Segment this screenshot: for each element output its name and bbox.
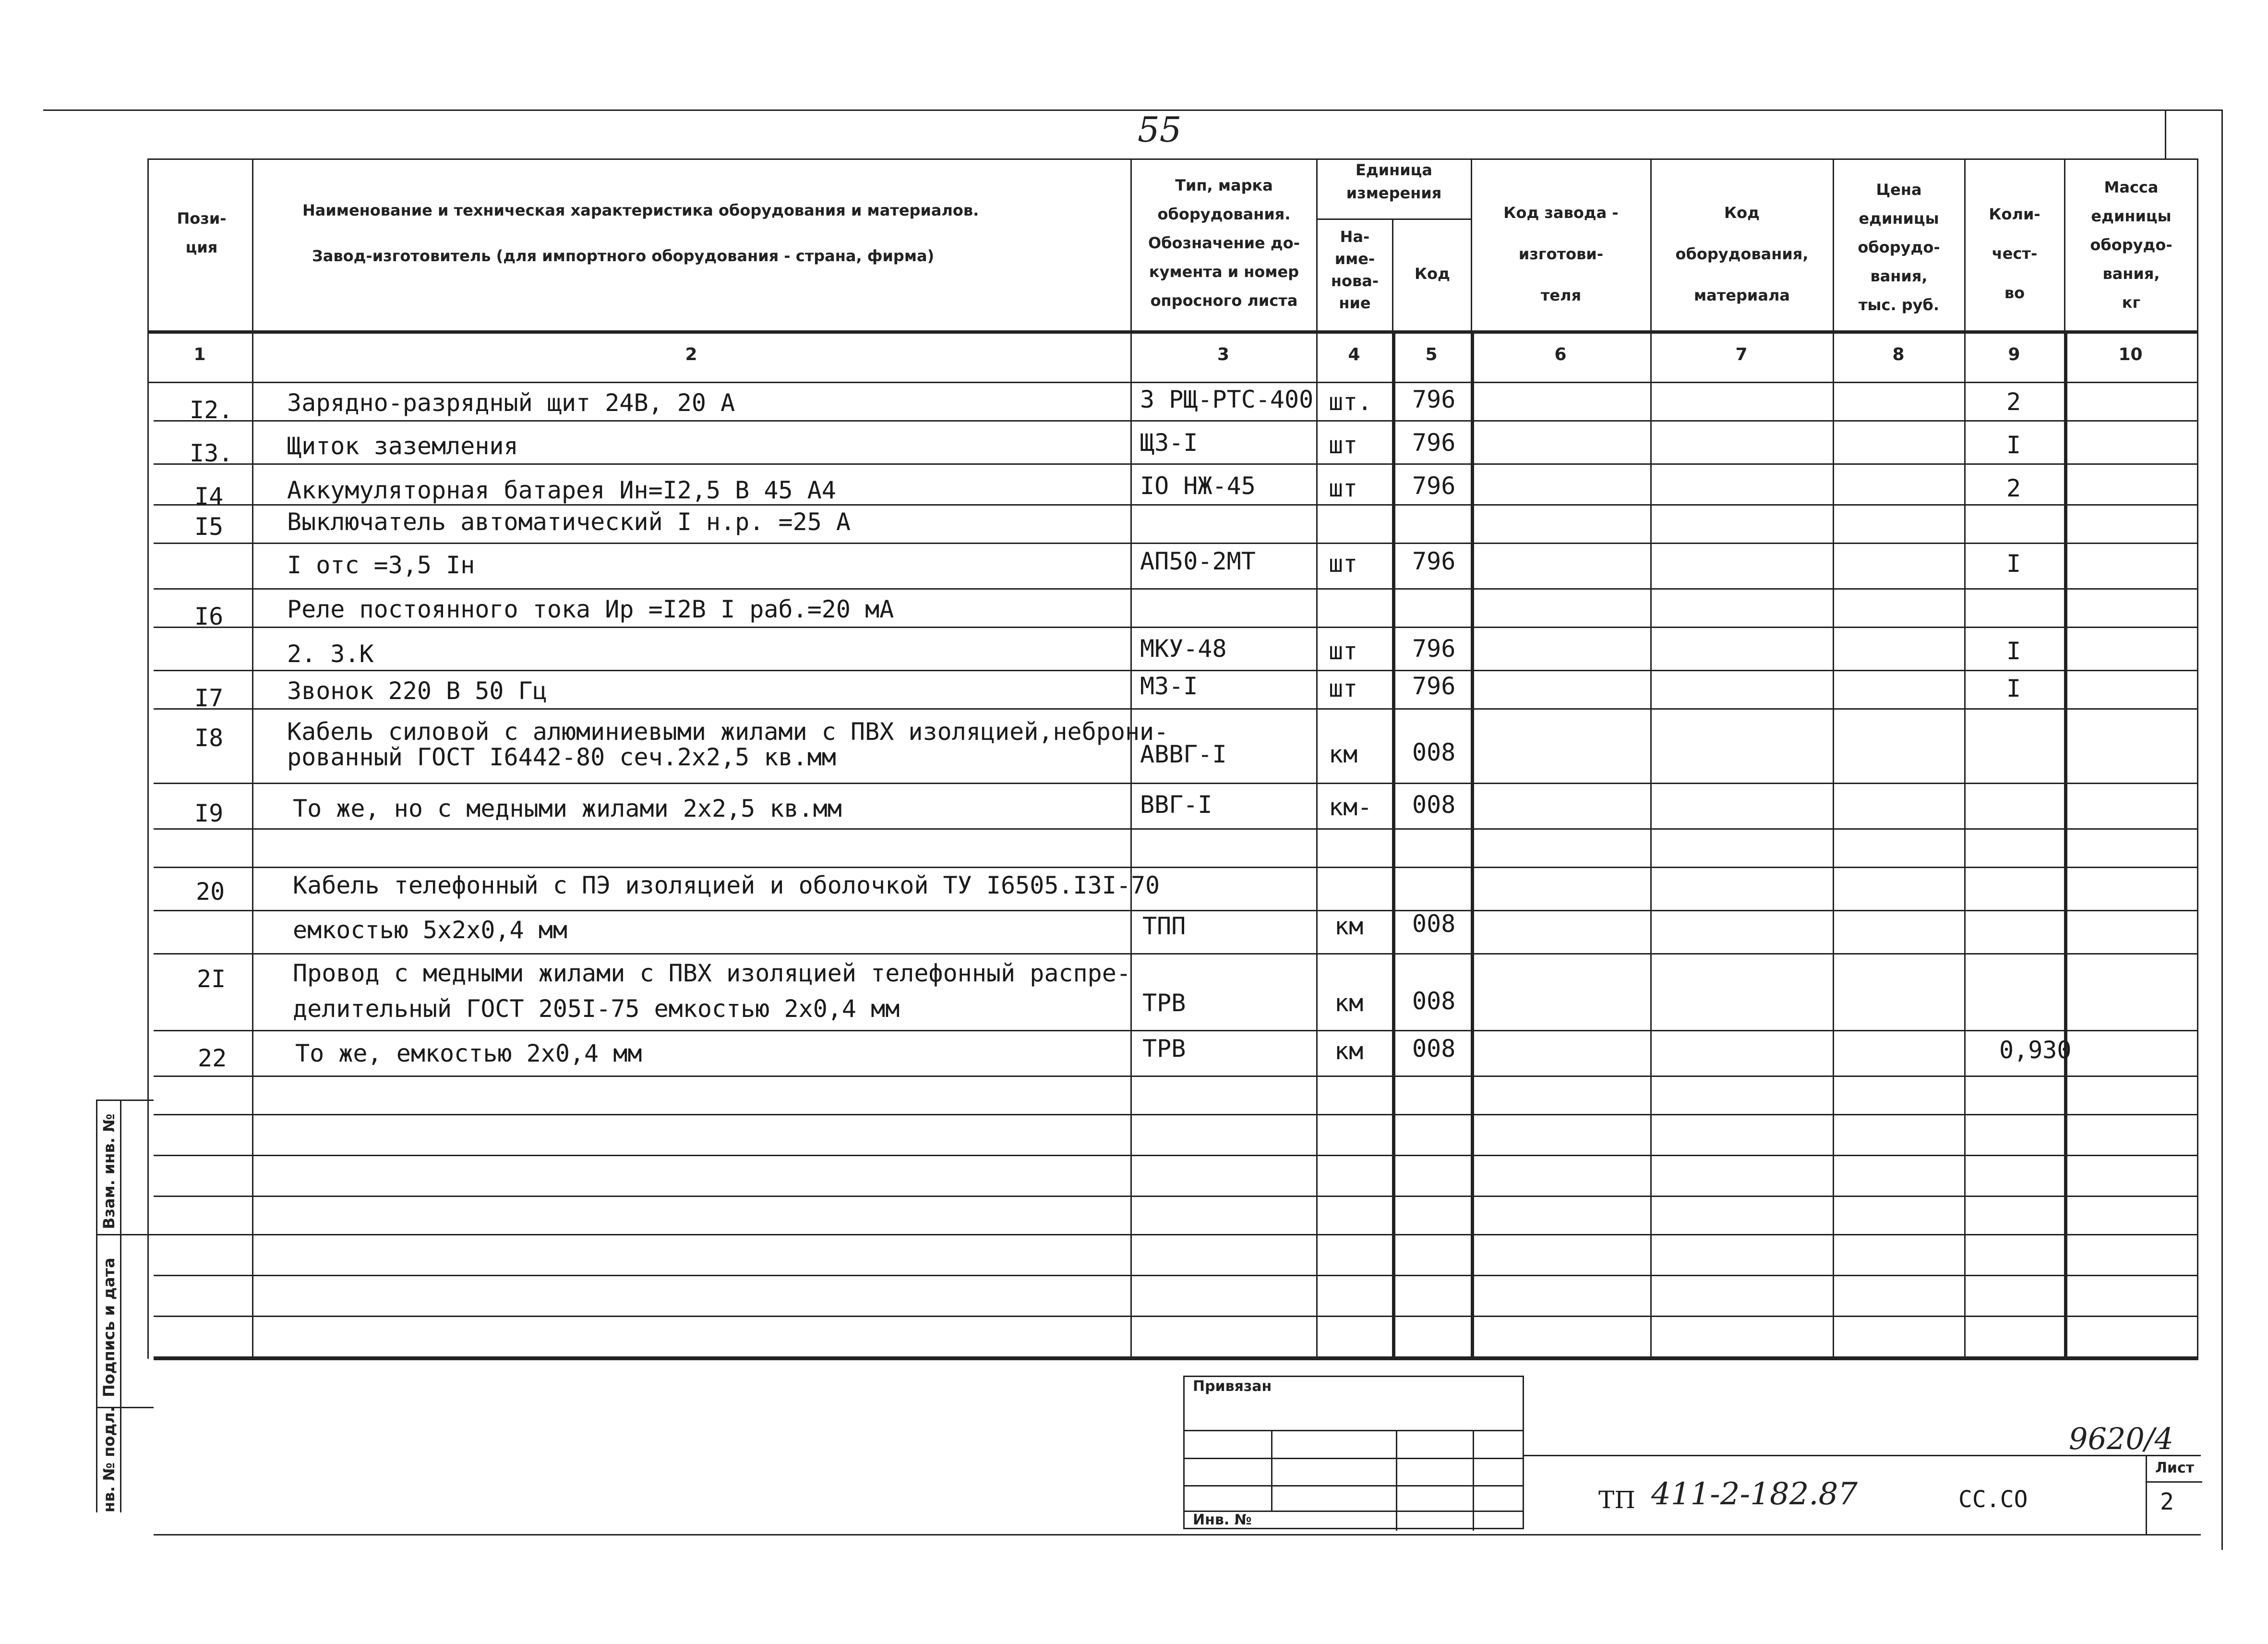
table-row-code: 008: [1412, 910, 1456, 938]
table-row-unit: шт.: [1329, 388, 1372, 416]
table-row-unit: км: [1334, 989, 1364, 1017]
col-num-5: 5: [1425, 345, 1438, 364]
table-row-type: ВВГ-I: [1140, 791, 1212, 819]
header-position: Пози- ция: [177, 209, 227, 256]
table-row-pos: 22: [198, 1044, 227, 1072]
table-row-code: 796: [1412, 386, 1456, 413]
table-row-name: Выключатель автоматический I н.р. =25 А: [287, 508, 851, 536]
table-row-pos: I9: [194, 799, 224, 827]
doc-block-bottom: [154, 1534, 2201, 1535]
page-number: 55: [1138, 109, 1182, 150]
table-row-qty: I: [2006, 637, 2021, 665]
table-row-name: делительный ГОСТ 205I-75 емкостью 2х0,4 мм: [293, 995, 900, 1023]
table-row-name: Провод с медными жилами с ПВХ изоляцией телефонный распре-: [293, 959, 1131, 987]
table-row-type: ТРВ: [1142, 989, 1186, 1017]
header-type: Тип, марка оборудования. Обозначение до- кумента и номер опросного листа: [1148, 176, 1300, 310]
table-row-name: емкостью 5х2х0,4 мм: [293, 916, 567, 944]
table-row-unit: шт: [1329, 474, 1358, 502]
col-num-7: 7: [1735, 345, 1748, 364]
table-row-type: АП50-2МТ: [1140, 547, 1256, 575]
table-row-pos: I2.: [190, 396, 233, 424]
header-price: Цена единицы оборудо- вания, тыс. руб.: [1858, 181, 1940, 314]
table-row-name: Зарядно-разрядный щит 24В, 20 А: [287, 389, 735, 417]
header-factory-code: Код завода - изготови- теля: [1503, 204, 1619, 304]
table-row-qty: 2: [2006, 388, 2021, 416]
table-row-pos: I8: [194, 724, 224, 752]
table-row-pos: I7: [194, 684, 224, 712]
sheet-label: Лист: [2155, 1460, 2195, 1476]
header-unit-code: Код: [1415, 265, 1450, 283]
col-num-3: 3: [1217, 345, 1230, 364]
table-row-unit: км: [1334, 912, 1364, 940]
table-row-name: То же, но с медными жилами 2х2,5 кв.мм: [293, 795, 842, 822]
table-row-code: 796: [1412, 472, 1456, 500]
header-equipment-code: Код оборудования, материала: [1675, 204, 1809, 304]
table-row-pos: 2I: [197, 965, 226, 993]
right-rule: [2221, 109, 2223, 1550]
table-row-name: I отс =3,5 Iн: [287, 551, 475, 579]
table-row-pos: I6: [194, 603, 224, 630]
corner-tick: [2165, 109, 2166, 160]
doc-number: 411-2-182.87: [1651, 1476, 1858, 1512]
table-row-code: 796: [1412, 635, 1456, 663]
table-row-type: АВВГ-I: [1140, 740, 1227, 768]
table-row-code: 796: [1412, 672, 1456, 700]
col-num-1: 1: [193, 345, 206, 364]
header-quantity: Коли- чест- во: [1989, 205, 2040, 302]
table-row-qty: I: [2006, 431, 2021, 459]
table-row-unit: км: [1329, 740, 1358, 768]
table-row-pos: I4: [194, 483, 224, 510]
table-row-name: Аккумуляторная батарея Ин=I2,5 В 45 А4: [287, 476, 836, 504]
table-row-unit: шт: [1329, 637, 1358, 665]
table-row-unit: км-: [1329, 793, 1372, 821]
archive-number: 9620/4: [2069, 1421, 2174, 1456]
top-rule: [43, 109, 2222, 111]
privyazan-label: Привязан: [1193, 1378, 1272, 1395]
table-row-unit: шт: [1329, 550, 1358, 578]
col-num-8: 8: [1892, 345, 1905, 364]
table-row-qty: 0,930: [1999, 1036, 2072, 1064]
table-row-type: МКУ-48: [1140, 635, 1227, 663]
table-row-code: 008: [1412, 1035, 1456, 1063]
table-row-qty: I: [2006, 675, 2021, 702]
table-row-qty: I: [2006, 550, 2021, 578]
table-row-name: Звонок 220 В 50 Гц: [287, 677, 547, 705]
col-num-9: 9: [2008, 345, 2020, 364]
table-row-qty: 2: [2006, 474, 2021, 502]
table-row-type: МЗ-I: [1140, 672, 1198, 700]
side-label-podpis: Подпись и дата: [100, 1257, 118, 1397]
privyazan-block: [1183, 1376, 1524, 1529]
table-row-name: рованный ГОСТ I6442-80 сеч.2х2,5 кв.мм: [287, 743, 836, 771]
header-unit-group: Единица измерения: [1346, 161, 1442, 202]
table-row-name: Реле постоянного тока Ир =I2В I раб.=20 мА: [287, 595, 894, 623]
col-num-2: 2: [685, 345, 697, 364]
side-label-inv-podl: нв. № подл.: [100, 1406, 118, 1512]
table-row-pos: I3.: [190, 439, 233, 467]
table-row-code: 008: [1412, 738, 1456, 766]
col-num-4: 4: [1348, 345, 1360, 364]
table-row-type: ЩЗ-I: [1140, 429, 1198, 457]
header-name-line1: Наименование и техническая характеристика оборудования и материалов.: [302, 201, 979, 219]
table-row-type: ТРВ: [1142, 1035, 1186, 1063]
table-row-name: 2. З.К: [287, 640, 374, 668]
table-row-pos: I5: [194, 513, 224, 541]
table-row-code: 796: [1412, 547, 1456, 575]
table-row-code: 008: [1412, 987, 1456, 1015]
header-name-line2: Завод-изготовитель (для импортного оборудования - страна, фирма): [312, 247, 935, 265]
doc-code: СС.СО: [1958, 1486, 2028, 1513]
table-row-name: То же, емкостью 2х0,4 мм: [295, 1040, 642, 1067]
table-row-unit: шт: [1329, 431, 1358, 459]
table-row-pos: 20: [196, 878, 225, 906]
side-label-vzam: Взам. инв. №: [100, 1113, 118, 1229]
col-num-10: 10: [2118, 345, 2143, 364]
table-row-unit: км: [1334, 1037, 1364, 1065]
doc-prefix: ТП: [1598, 1486, 1635, 1514]
title-block-top: [154, 1359, 2198, 1360]
sheet-value: 2: [2160, 1488, 2174, 1515]
inv-no-label: Инв. №: [1193, 1511, 1252, 1528]
table-row-name: Кабель телефонный с ПЭ изоляцией и оболочкой ТУ I6505.I3I-70: [293, 871, 1160, 899]
table-row-type: IO НЖ-45: [1140, 472, 1256, 500]
table-row-code: 796: [1412, 429, 1456, 457]
col-num-6: 6: [1554, 345, 1567, 364]
table-row-name: Щиток заземления: [287, 432, 518, 460]
table-row-name: Кабель силовой с алюминиевыми жилами с ПВХ изоляцией,неброни-: [287, 718, 1169, 746]
header-unit-name: На- име- нова- ние: [1331, 228, 1379, 312]
table-row-unit: шт: [1329, 675, 1358, 702]
table-row-code: 008: [1412, 791, 1456, 819]
header-mass: Масса единицы оборудо- вания, кг: [2090, 178, 2172, 312]
table-row-type: ТПП: [1142, 912, 1186, 940]
table-row-type: З РЩ-РТС-400: [1140, 386, 1314, 413]
